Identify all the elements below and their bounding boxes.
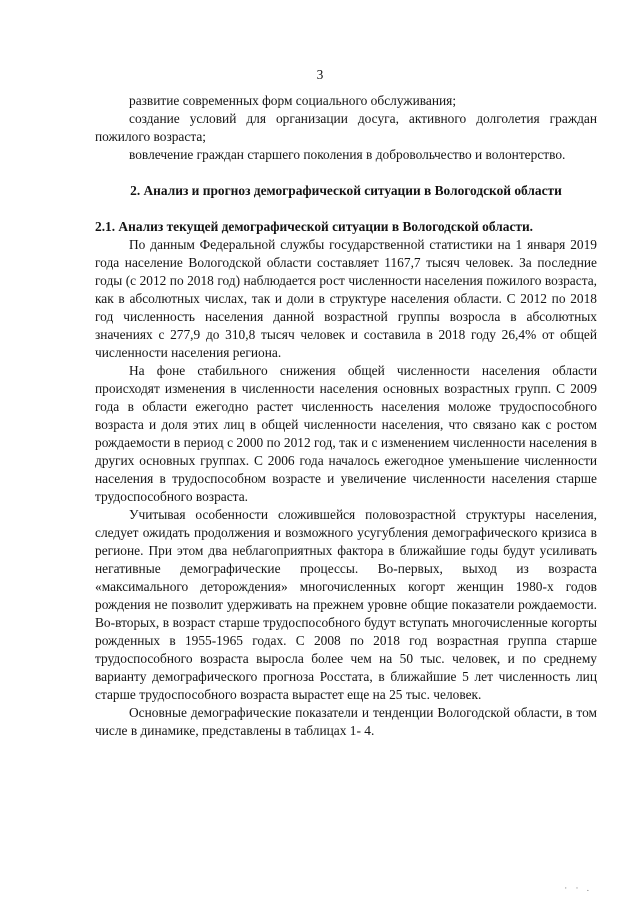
paragraph: Основные демографические показатели и тенденции Вологодской области, в том числе в динамике, представлены в таблицах 1- 4. [95, 705, 597, 738]
section-heading: 2. Анализ и прогноз демографической ситуации в Вологодской области [130, 183, 562, 198]
paragraph: На фоне стабильного снижения общей численности населения области происходят изменения в численности населения основных возрастных групп. С 2009 года в области ежегодно растет численность населения моложе трудоспособного возраста и доля этих лиц в общей численности населения, что связано как с ростом рождаемости в период с 2000 по 2012 год, так и с изменением численности населения в других основных группах. С 2006 года началось ежегодное уменьшение численности населения в трудоспособном возрасте и увеличение численности населения старше трудоспособного возраста. [95, 363, 597, 504]
scan-artifact: · · . [564, 883, 592, 893]
document-body [95, 92, 597, 740]
paragraph: Учитывая особенности сложившейся половозрастной структуры населения, следует ожидать продолжения и возможного усугубления демографического кризиса в регионе. При этом два неблагоприятных фактора в ближайшие годы будут усиливать негативные демографические процессы. Во-первых, выход из возраста «максимального деторождения» многочисленных когорт женщин 1980-х годов рождения не позволит удерживать на прежнем уровне общие показатели рождаемости. Во-вторых, в возраст старше трудоспособного будут вступать многочисленные когорты рожденных в 1955-1965 годах. С 2008 по 2018 год возрастная группа старше трудоспособного возраста выросла более чем на 50 тыс. человек, и по среднему варианту демографического прогноза Росстата, в ближайшие 5 лет численность лиц старше трудоспособного возраста вырастет еще на 25 тыс. человек. [95, 507, 597, 702]
paragraph: По данным Федеральной службы государственной статистики на 1 января 2019 года население Вологодской области составляет 1167,7 тысяч человек. За последние годы (с 2012 по 2018 год) наблюдается рост численности населения пожилого возраста, как в абсолютных числах, так и доли в структуре населения области. С 2012 по 2018 год численность населения данной возрастной группы возросла в абсолютных значениях с 277,9 до 310,8 тысяч человек и составила в 2018 году 26,4% от общей численности населения региона. [95, 237, 597, 360]
list-item: создание условий для организации досуга, активного долголетия граждан пожилого возраста; [95, 111, 597, 144]
list-item: развитие современных форм социального обслуживания; [129, 93, 457, 108]
subsection-heading: 2.1. Анализ текущей демографической ситуации в Вологодской области. [95, 219, 534, 234]
list-item: вовлечение граждан старшего поколения в добровольчество и волонтерство. [129, 147, 566, 162]
page-number: 3 [316, 67, 324, 82]
